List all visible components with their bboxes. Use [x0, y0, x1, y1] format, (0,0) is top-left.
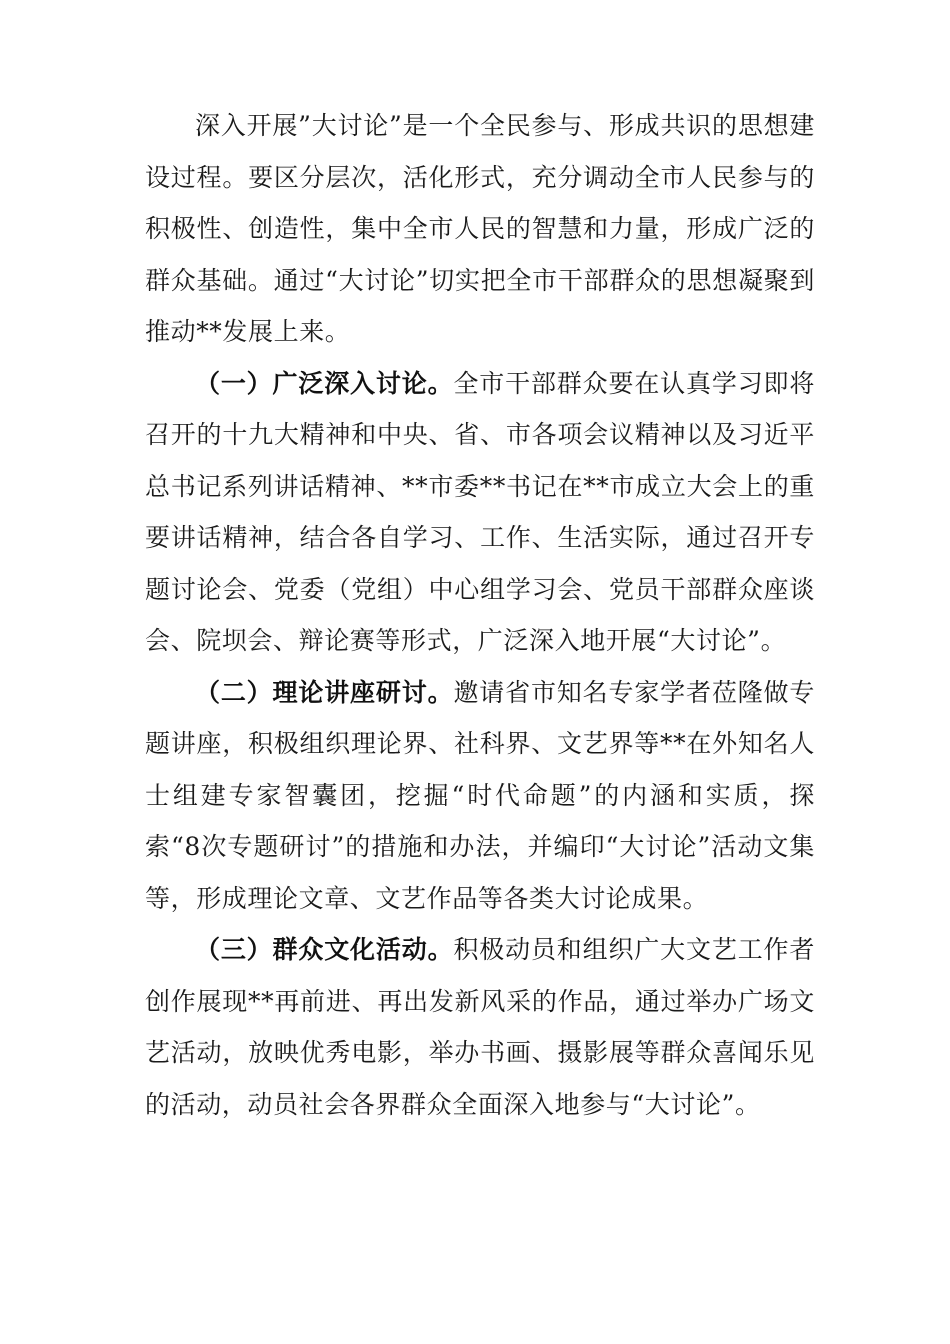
- document-page: [145, 100, 815, 1130]
- section-2-paragraph: [145, 667, 815, 925]
- section-2-text: 邀请省市知名专家学者莅隆做专题讲座，积极组织理论界、社科界、文艺界等**在外知名人士组建专家智囊团，挖掘“时代命题”的内涵和实质，探索“8次专题研讨”的措施和办法，并编印“大讨论”活动文集等，形成理论文章、文艺作品等各类大讨论成果。: [145, 677, 815, 913]
- intro-paragraph: [145, 100, 815, 358]
- section-1-text: 全市干部群众要在认真学习即将召开的十九大精神和中央、省、市各项会议精神以及习近平总书记系列讲话精神、**市委**书记在**市成立大会上的重要讲话精神，结合各自学习、工作、生活实际，通过召开专题讨论会、党委（党组）中心组学习会、党员干部群众座谈会、院坝会、辩论赛等形式，广泛深入地开展“大讨论”。: [145, 368, 815, 655]
- section-3-text: 积极动员和组织广大文艺工作者创作展现**再前进、再出发新风采的作品，通过举办广场文艺活动，放映优秀电影，举办书画、摄影展等群众喜闻乐见的活动，动员社会各界群众全面深入地参与“大讨论”。: [145, 935, 815, 1119]
- section-1-paragraph: [145, 358, 815, 667]
- section-3-paragraph: [145, 924, 815, 1130]
- section-3-heading: （三）群众文化活动。: [195, 935, 454, 964]
- intro-text: 深入开展”大讨论”是一个全民参与、形成共识的思想建设过程。要区分层次，活化形式，充分调动全市人民参与的积极性、创造性，集中全市人民的智慧和力量，形成广泛的群众基础。通过“大讨论”切实把全市干部群众的思想凝聚到推动**发展上来。: [145, 111, 815, 346]
- section-1-heading: （一）广泛深入讨论。: [195, 368, 454, 398]
- section-2-heading: （二）理论讲座研讨。: [195, 677, 454, 707]
